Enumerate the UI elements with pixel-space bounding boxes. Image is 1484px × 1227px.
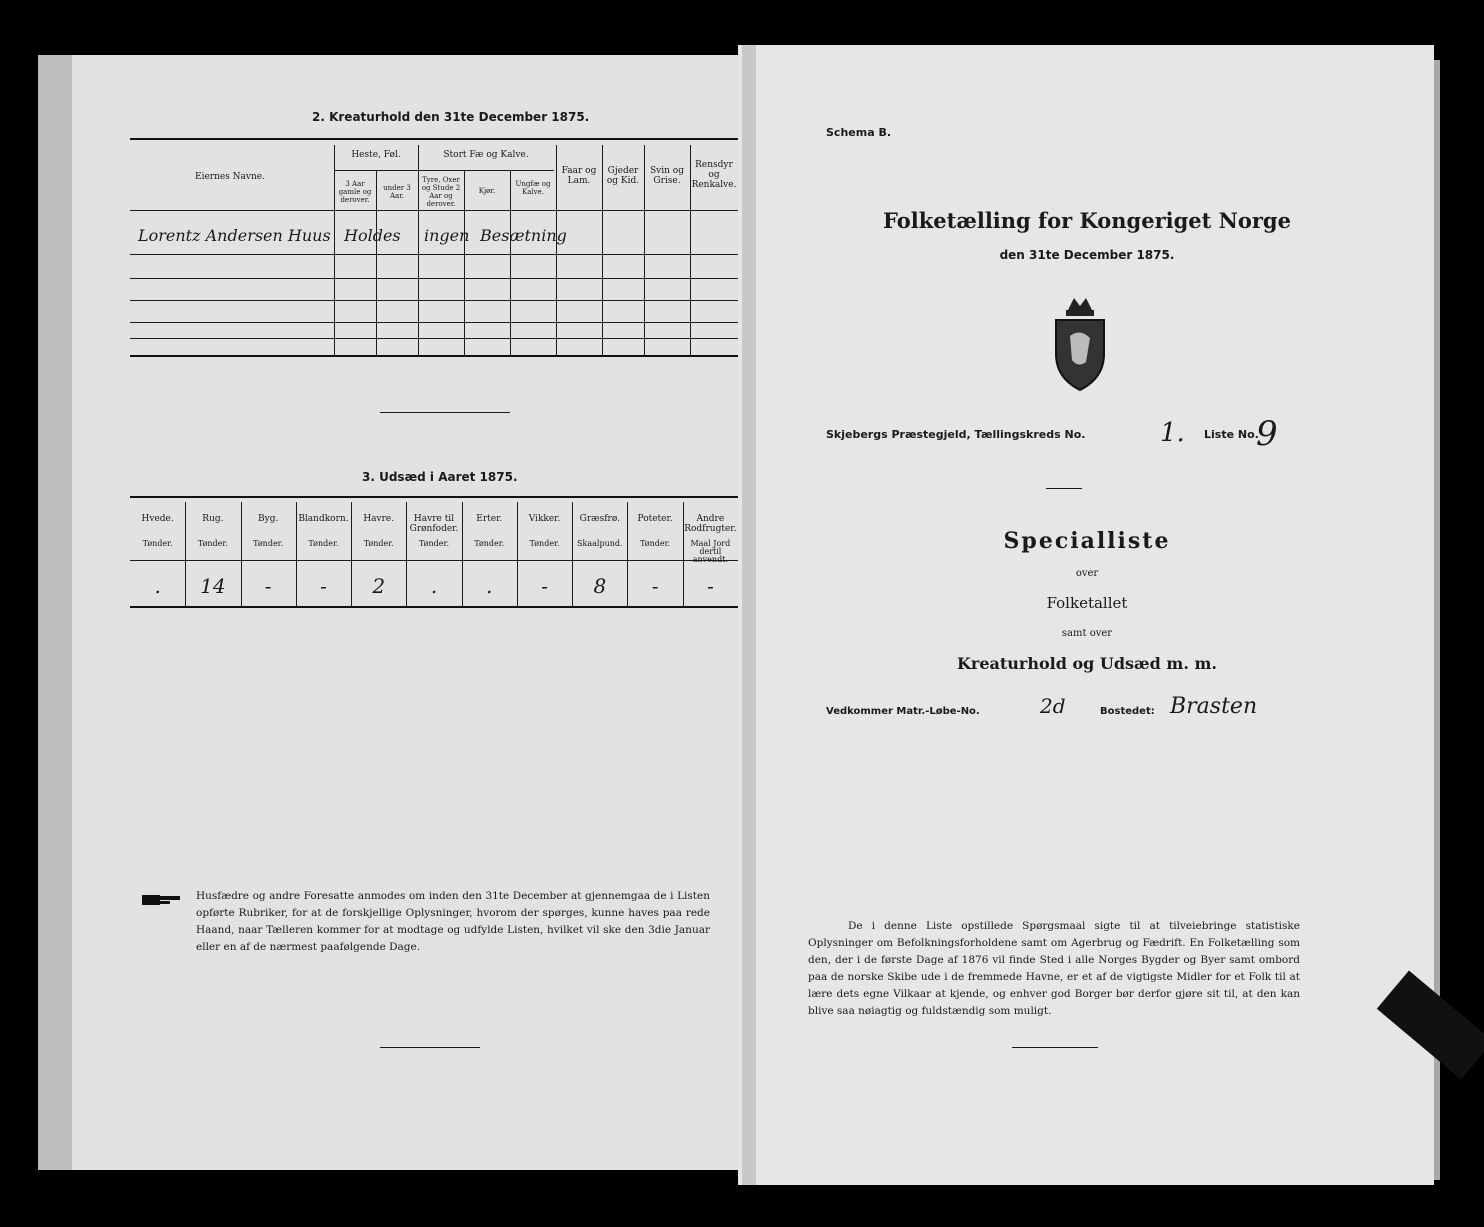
seed-header: Erter. bbox=[476, 514, 503, 524]
main-title: Folketælling for Kongeriget Norge bbox=[883, 208, 1291, 233]
section3-title: 3. Udsæd i Aaret 1875. bbox=[362, 470, 518, 484]
seed-unit: Tønder. bbox=[197, 539, 228, 548]
matr-no: 2d bbox=[1040, 694, 1066, 718]
over-1: over bbox=[1075, 568, 1099, 579]
seed-unit: Tønder. bbox=[640, 539, 671, 548]
livestock-note-3: Besætning bbox=[480, 226, 567, 245]
seed-header: Vikker. bbox=[528, 514, 561, 524]
seed-unit: Skaalpund. bbox=[577, 539, 623, 548]
folketallet: Folketallet bbox=[1046, 594, 1128, 612]
header-horses: Heste, Føl. bbox=[351, 150, 401, 160]
header-owner: Eiernes Navne. bbox=[195, 172, 265, 182]
header-cattle-bulls: Tyre, Oxer og Stude 2 Aar og derover. bbox=[421, 176, 461, 208]
seed-unit: Tønder. bbox=[474, 539, 505, 548]
seed-header: Havre. bbox=[363, 514, 395, 524]
divider bbox=[380, 1047, 480, 1048]
seed-header: Rug. bbox=[202, 514, 224, 524]
livestock-note-2: ingen bbox=[424, 226, 470, 245]
liste-label: Liste No. bbox=[1204, 428, 1259, 441]
seed-header: Poteter. bbox=[637, 514, 673, 524]
seed-value: - bbox=[706, 574, 714, 598]
pointing-hand-icon bbox=[142, 892, 182, 906]
header-goats: Gjeder og Kid. bbox=[606, 166, 640, 186]
divider bbox=[1012, 1047, 1098, 1048]
page-fold bbox=[742, 45, 756, 1185]
header-horses-adult: 3 Aar gamle og derover. bbox=[338, 180, 372, 204]
seed-value: - bbox=[651, 574, 659, 598]
header-cattle-cows: Kjør. bbox=[478, 187, 496, 195]
header-pigs: Svin og Grise. bbox=[650, 166, 684, 186]
seed-unit: Tønder. bbox=[418, 539, 449, 548]
special-title: Specialliste bbox=[1003, 528, 1171, 554]
footnote: Husfædre og andre Foresatte anmodes om inden den 31te December at gjennemgaa de i Listen opførte Rubriker, for at de forskjellige Oplysninger, hvorom der spørges, kunne haves paa rede Haand, naar Tælleren kommer for at modtage og udfylde Listen, hvilket vil ske den 3die Januar eller en af de nærmest paafølgende Dage. bbox=[196, 890, 710, 953]
divider bbox=[380, 412, 510, 413]
seed-unit: Tønder. bbox=[363, 539, 394, 548]
seed-value: . bbox=[486, 574, 493, 598]
bosted-value: Brasten bbox=[1170, 694, 1258, 719]
date-line: den 31te December 1875. bbox=[999, 248, 1175, 262]
seed-unit: Tønder. bbox=[308, 539, 339, 548]
schema-label: Schema B. bbox=[826, 126, 892, 139]
seed-value: - bbox=[541, 574, 548, 598]
seed-header: Andre Rodfrugter. bbox=[684, 514, 737, 534]
divider bbox=[1046, 488, 1082, 489]
kreaturhold-title: Kreaturhold og Udsæd m. m. bbox=[957, 654, 1217, 673]
seed-value: . bbox=[154, 574, 161, 598]
seed-value: - bbox=[264, 574, 272, 598]
left-page bbox=[38, 55, 754, 1170]
seed-value: - bbox=[320, 574, 327, 598]
left-page-edge bbox=[38, 55, 72, 1170]
seed-header: Blandkorn. bbox=[298, 514, 349, 524]
seed-value: . bbox=[430, 574, 438, 598]
matr-label: Vedkommer Matr.-Løbe-No. bbox=[826, 706, 980, 717]
header-cattle: Stort Fæ og Kalve. bbox=[443, 150, 529, 160]
seed-header: Græsfrø. bbox=[579, 514, 620, 524]
seed-header: Byg. bbox=[258, 514, 279, 524]
liste-no: 9 bbox=[1256, 414, 1278, 454]
coat-of-arms-icon bbox=[1050, 292, 1110, 392]
section2-title: 2. Kreaturhold den 31te December 1875. bbox=[312, 110, 590, 124]
seed-header: Hvede. bbox=[141, 514, 174, 524]
seed-unit: Tønder. bbox=[253, 539, 284, 548]
header-horses-young: under 3 Aar. bbox=[383, 184, 411, 200]
seed-header: Havre til Grønfoder. bbox=[409, 514, 459, 534]
owner-name: Lorentz Andersen Huus bbox=[138, 226, 331, 245]
header-sheep: Faar og Lam. bbox=[561, 166, 597, 186]
header-cattle-young: Ungfæ og Kalve. bbox=[515, 180, 551, 196]
parish-label: Skjebergs Præstegjeld, Tællingskreds No. bbox=[826, 428, 1086, 441]
seed-unit: Tønder. bbox=[142, 539, 173, 548]
samt-over: samt over bbox=[1061, 628, 1113, 639]
seed-value: 14 bbox=[200, 574, 226, 598]
tellingskreds-no: 1. bbox=[1160, 418, 1185, 448]
seed-value: 8 bbox=[593, 574, 607, 598]
seed-unit: Tønder. bbox=[529, 539, 560, 548]
intro-paragraph: De i denne Liste opstillede Spørgsmaal sigte til at tilveiebringe statistiske Oplysninger om Befolkningsforholdene samt om Agerbrug og Fædrift. En Folketælling som den, der i de første Dage af 1876 vil finde Sted i alle Norges Bygder og Byer samt ombord paa de norske Skibe ude i de fremmede Havne, er et af de vigtigste Midler for et Folk til at lære dets egne Vilkaar at kjende, og enhver god Borger bør derfor gjøre sit til, at den kan blive saa nøiagtig og fuldstændig som muligt. bbox=[808, 920, 1300, 1017]
bosted-label: Bostedet: bbox=[1100, 706, 1155, 717]
seed-value: 2 bbox=[372, 574, 386, 598]
header-reindeer: Rensdyr og Renkalve. bbox=[691, 160, 737, 190]
livestock-note-1: Holdes bbox=[344, 226, 401, 245]
seed-unit: Maal Jord dertil anvendt. bbox=[690, 539, 731, 564]
